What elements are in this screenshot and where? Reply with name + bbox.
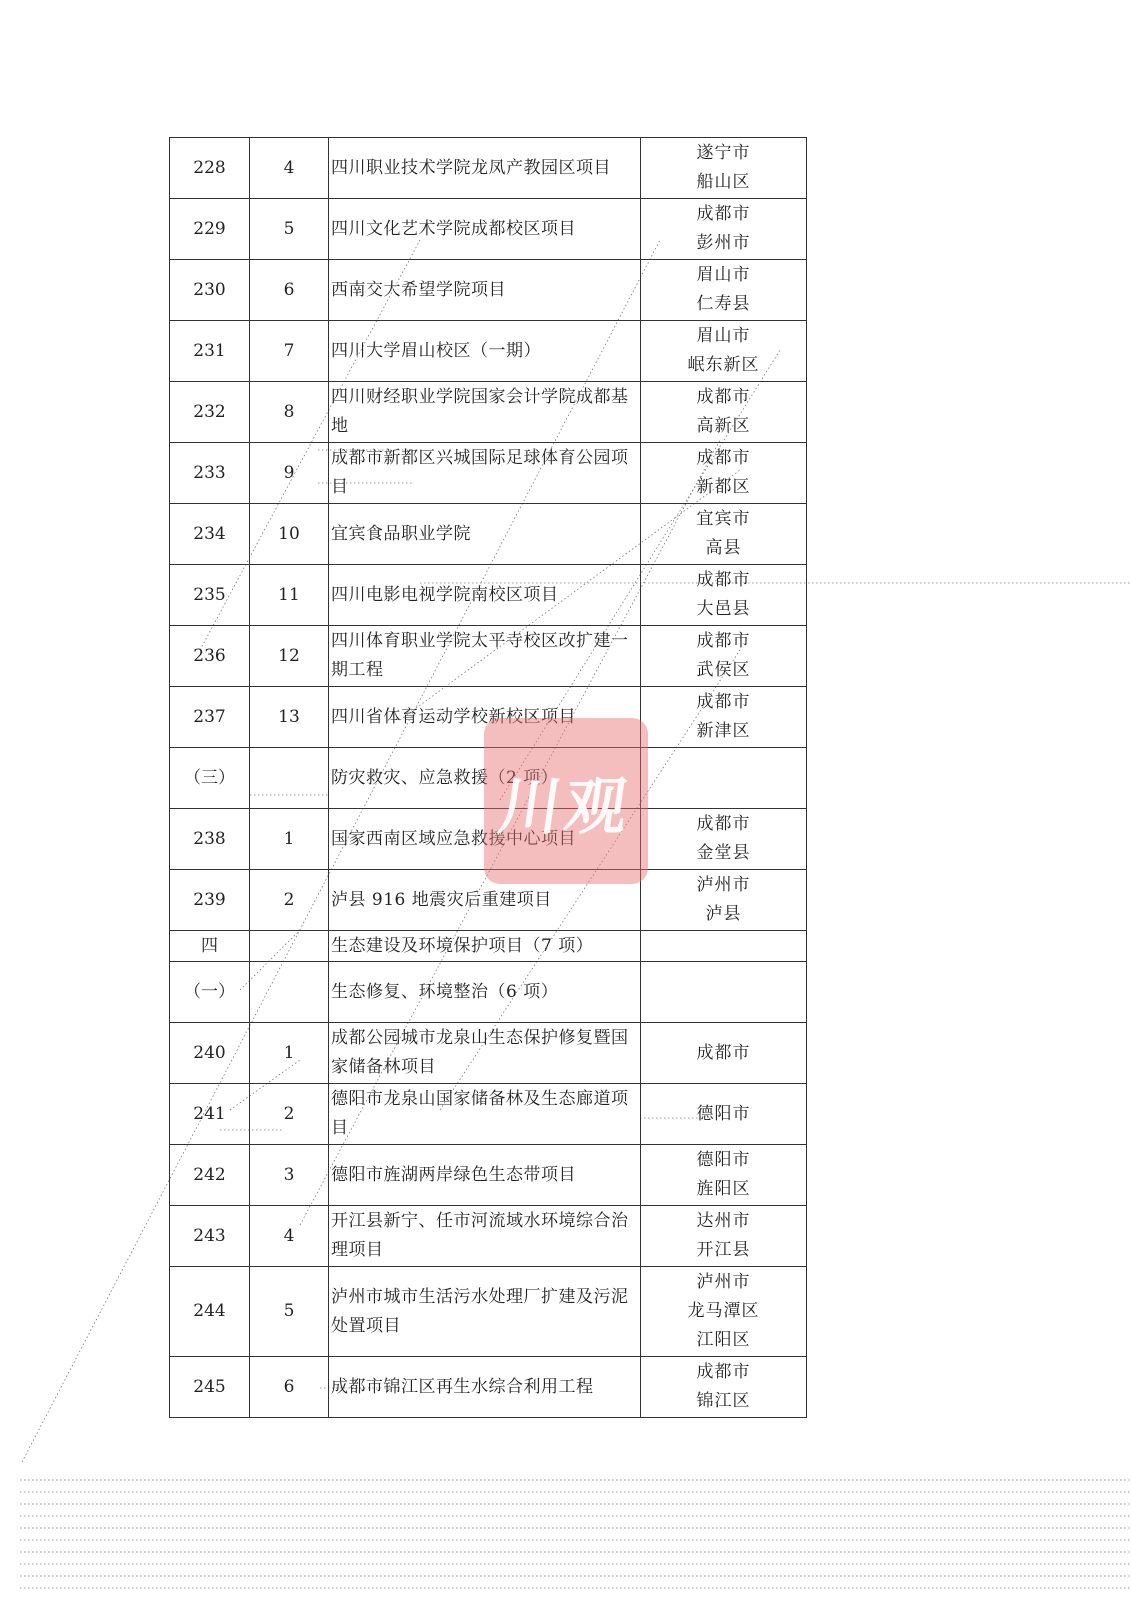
row-project-name: 生态建设及环境保护项目（7 项）: [329, 931, 641, 962]
location-line: 仁寿县: [696, 294, 751, 314]
row-project-name: 四川文化艺术学院成都校区项目: [329, 199, 641, 260]
row-global-number: 238: [170, 809, 250, 870]
row-global-number: 237: [170, 687, 250, 748]
row-project-name: 四川职业技术学院龙凤产教园区项目: [329, 138, 641, 199]
location-line: 德阳市: [696, 1103, 751, 1124]
table-row: [170, 1267, 807, 1357]
location-line: 德阳市: [696, 1150, 751, 1170]
row-project-name: 泸县 916 地震灾后重建项目: [329, 870, 641, 931]
table-row: [170, 138, 807, 199]
row-location: [641, 199, 807, 260]
row-project-name: 四川大学眉山校区（一期）: [329, 321, 641, 382]
table-row: [170, 199, 807, 260]
row-global-number: （三）: [170, 748, 250, 809]
row-sequence-number: 3: [250, 1145, 329, 1206]
row-location: [641, 321, 807, 382]
row-global-number: 233: [170, 443, 250, 504]
row-project-name: 四川省体育运动学校新校区项目: [329, 687, 641, 748]
row-project-name: 四川体育职业学院太平寺校区改扩建一期工程: [329, 626, 641, 687]
location-line: 成都市: [696, 448, 751, 468]
row-global-number: 241: [170, 1084, 250, 1145]
location-line: 成都市: [696, 1042, 751, 1063]
table-row: [170, 1084, 807, 1145]
row-global-number: 239: [170, 870, 250, 931]
table-row: [170, 1145, 807, 1206]
location-line: 泸州市: [696, 875, 751, 895]
row-project-name: 四川电影电视学院南校区项目: [329, 565, 641, 626]
location-line: 岷东新区: [687, 355, 760, 375]
location-line: 成都市: [696, 204, 751, 224]
table-row: [170, 1206, 807, 1267]
row-sequence-number: 1: [250, 809, 329, 870]
row-location: [641, 687, 807, 748]
location-line: 彭州市: [696, 233, 751, 253]
row-project-name: 国家西南区域应急救援中心项目: [329, 809, 641, 870]
row-global-number: 234: [170, 504, 250, 565]
row-location: [641, 1084, 807, 1145]
row-location: [641, 1145, 807, 1206]
location-line: 新津区: [696, 721, 751, 741]
row-location: [641, 1206, 807, 1267]
row-location: [641, 565, 807, 626]
location-line: 高新区: [696, 416, 751, 436]
row-project-name: 西南交大希望学院项目: [329, 260, 641, 321]
location-line: 新都区: [696, 477, 751, 497]
location-line: 船山区: [696, 172, 751, 192]
location-line: 成都市: [696, 631, 751, 651]
row-sequence-number: 6: [250, 260, 329, 321]
location-line: 龙马潭区: [687, 1301, 760, 1321]
row-project-name: 成都市新都区兴城国际足球体育公园项目: [329, 443, 641, 504]
location-line: 眉山市: [696, 326, 751, 346]
table-row: [170, 931, 807, 962]
row-global-number: 242: [170, 1145, 250, 1206]
row-sequence-number: [250, 748, 329, 809]
row-global-number: 229: [170, 199, 250, 260]
row-location: [641, 1357, 807, 1418]
row-sequence-number: 7: [250, 321, 329, 382]
table-row: [170, 565, 807, 626]
row-location: [641, 626, 807, 687]
location-line: 成都市: [696, 814, 751, 834]
location-line: 成都市: [696, 570, 751, 590]
row-location: [641, 260, 807, 321]
location-line: 宜宾市: [696, 509, 751, 529]
row-sequence-number: 8: [250, 382, 329, 443]
row-project-name: 四川财经职业学院国家会计学院成都基地: [329, 382, 641, 443]
row-location: [641, 138, 807, 199]
location-line: 眉山市: [696, 265, 751, 285]
location-line: 锦江区: [696, 1391, 751, 1411]
location-line: 泸州市: [696, 1272, 751, 1292]
table-row: [170, 962, 807, 1023]
row-sequence-number: 9: [250, 443, 329, 504]
row-global-number: 四: [170, 931, 250, 962]
row-global-number: 231: [170, 321, 250, 382]
location-line: 高县: [705, 538, 742, 558]
row-global-number: 236: [170, 626, 250, 687]
table-row: [170, 260, 807, 321]
row-location: [641, 382, 807, 443]
row-global-number: 230: [170, 260, 250, 321]
location-line: 达州市: [696, 1211, 751, 1231]
table-row: [170, 1357, 807, 1418]
location-line: 成都市: [696, 387, 751, 407]
row-location: [641, 1267, 807, 1357]
row-project-name: 德阳市龙泉山国家储备林及生态廊道项目: [329, 1084, 641, 1145]
location-line: 泸县: [705, 904, 742, 924]
row-sequence-number: 4: [250, 1206, 329, 1267]
row-location: [641, 931, 807, 962]
row-location: [641, 748, 807, 809]
row-sequence-number: [250, 962, 329, 1023]
row-sequence-number: [250, 931, 329, 962]
row-global-number: 228: [170, 138, 250, 199]
location-line: 大邑县: [696, 599, 751, 619]
table-row: [170, 626, 807, 687]
row-project-name: 泸州市城市生活污水处理厂扩建及污泥处置项目: [329, 1267, 641, 1357]
row-global-number: 232: [170, 382, 250, 443]
row-global-number: （一）: [170, 962, 250, 1023]
location-line: 遂宁市: [696, 143, 751, 163]
location-line: 金堂县: [696, 843, 751, 863]
table-row: [170, 504, 807, 565]
watermark-text: 川观: [494, 769, 637, 843]
table-row: [170, 1023, 807, 1084]
row-project-name: 宜宾食品职业学院: [329, 504, 641, 565]
row-sequence-number: 5: [250, 199, 329, 260]
row-sequence-number: 10: [250, 504, 329, 565]
row-project-name: 生态修复、环境整治（6 项）: [329, 962, 641, 1023]
location-line: 江阳区: [696, 1330, 751, 1350]
row-location: [641, 962, 807, 1023]
row-project-name: 德阳市旌湖两岸绿色生态带项目: [329, 1145, 641, 1206]
watermark-logo: [484, 718, 648, 884]
row-global-number: 235: [170, 565, 250, 626]
table-row: [170, 382, 807, 443]
row-location: [641, 870, 807, 931]
row-project-name: 成都公园城市龙泉山生态保护修复暨国家储备林项目: [329, 1023, 641, 1084]
row-sequence-number: 12: [250, 626, 329, 687]
row-sequence-number: 6: [250, 1357, 329, 1418]
row-sequence-number: 5: [250, 1267, 329, 1357]
location-line: 武侯区: [696, 660, 751, 680]
row-sequence-number: 1: [250, 1023, 329, 1084]
row-sequence-number: 4: [250, 138, 329, 199]
row-global-number: 240: [170, 1023, 250, 1084]
row-global-number: 244: [170, 1267, 250, 1357]
row-global-number: 245: [170, 1357, 250, 1418]
row-sequence-number: 11: [250, 565, 329, 626]
location-line: 开江县: [696, 1240, 751, 1260]
location-line: 成都市: [696, 692, 751, 712]
row-location: [641, 443, 807, 504]
row-project-name: 成都市锦江区再生水综合利用工程: [329, 1357, 641, 1418]
row-location: [641, 504, 807, 565]
row-global-number: 243: [170, 1206, 250, 1267]
table-row: [170, 443, 807, 504]
row-project-name: 防灾救灾、应急救援（2 项）: [329, 748, 641, 809]
row-location: [641, 1023, 807, 1084]
row-project-name: 开江县新宁、任市河流域水环境综合治理项目: [329, 1206, 641, 1267]
row-location: [641, 809, 807, 870]
location-line: 成都市: [696, 1362, 751, 1382]
row-sequence-number: 2: [250, 1084, 329, 1145]
table-row: [170, 321, 807, 382]
row-sequence-number: 13: [250, 687, 329, 748]
row-sequence-number: 2: [250, 870, 329, 931]
location-line: 旌阳区: [696, 1179, 751, 1199]
